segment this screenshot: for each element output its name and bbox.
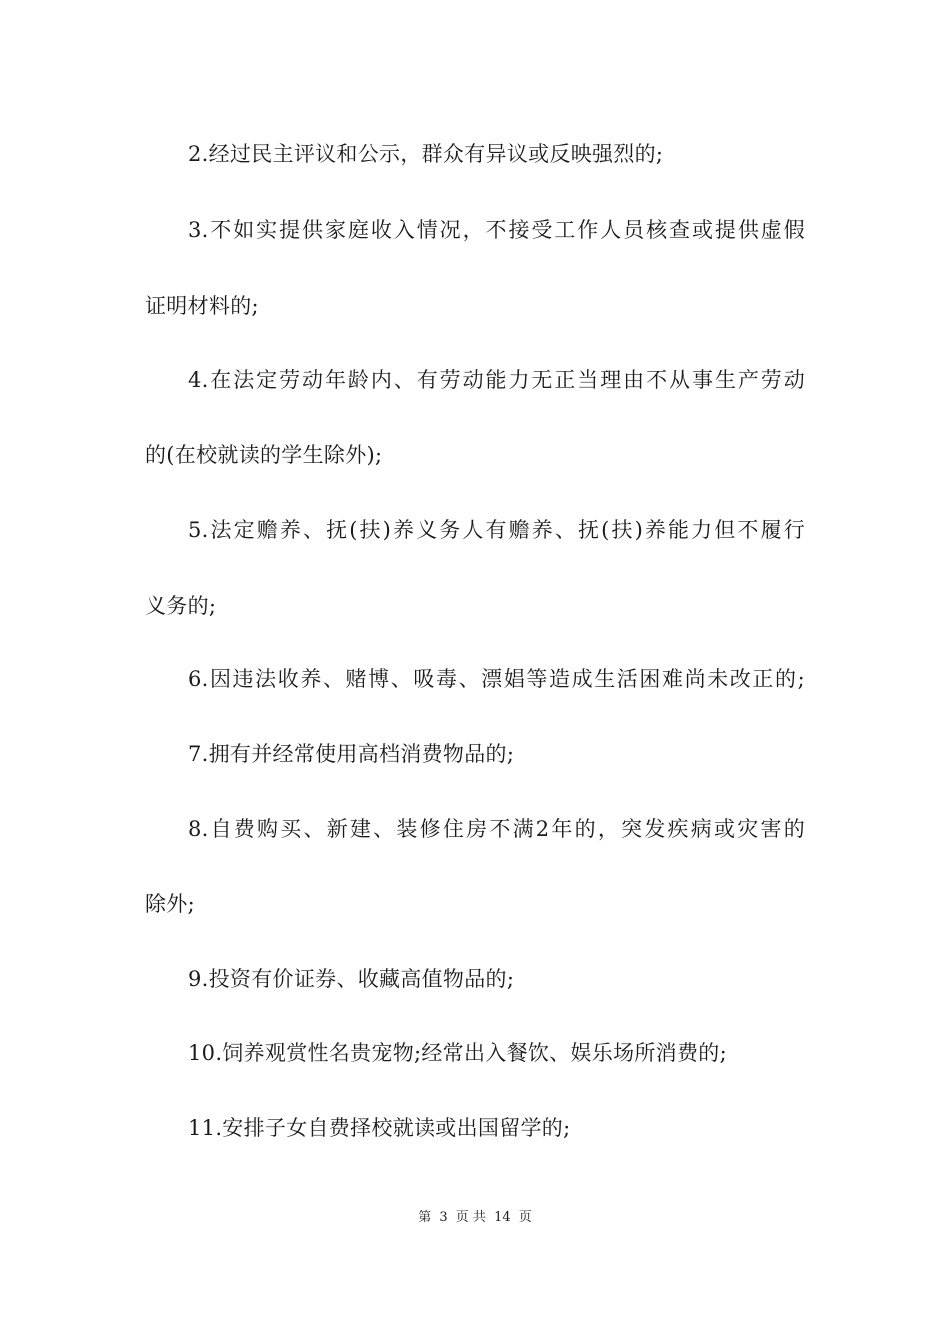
page-label-mid: 页 共 — [455, 1210, 486, 1225]
paragraph-line-9: 7.拥有并经常使用高档消费物品的; — [188, 742, 515, 766]
paragraph-line-13: 10.饲养观赏性名贵宠物;经常出入餐饮、娱乐场所消费的; — [188, 1041, 727, 1065]
paragraph-line-10: 8.自费购买、新建、装修住房不满2年的，突发疾病或灾害的 — [188, 817, 805, 841]
paragraph-line-8: 6.因违法收养、赌博、吸毒、漂娼等造成生活困难尚未改正的; — [188, 667, 805, 691]
paragraph-line-14: 11.安排子女自费择校就读或出国留学的; — [188, 1116, 571, 1140]
paragraph-line-3: 证明材料的; — [145, 294, 259, 318]
page-label-prefix: 第 — [418, 1210, 432, 1225]
current-page-number: 3 — [439, 1210, 448, 1225]
paragraph-line-12: 9.投资有价证券、收藏高值物品的; — [188, 967, 515, 991]
paragraph-line-11: 除外; — [145, 892, 195, 916]
paragraph-line-1: 2.经过民主评议和公示，群众有异议或反映强烈的; — [188, 142, 664, 166]
paragraph-line-5: 的(在校就读的学生除外); — [145, 443, 383, 467]
paragraph-line-2: 3.不如实提供家庭收入情况，不接受工作人员核查或提供虚假 — [188, 218, 805, 242]
paragraph-line-6: 5.法定赡养、抚(扶)养义务人有赡养、抚(扶)养能力但不履行 — [188, 518, 805, 542]
page-label-suffix: 页 — [518, 1210, 532, 1225]
paragraph-line-4: 4.在法定劳动年龄内、有劳动能力无正当理由不从事生产劳动 — [188, 368, 805, 392]
page-footer — [0, 1209, 950, 1227]
total-pages-number: 14 — [494, 1210, 511, 1225]
paragraph-line-7: 义务的; — [145, 594, 217, 618]
